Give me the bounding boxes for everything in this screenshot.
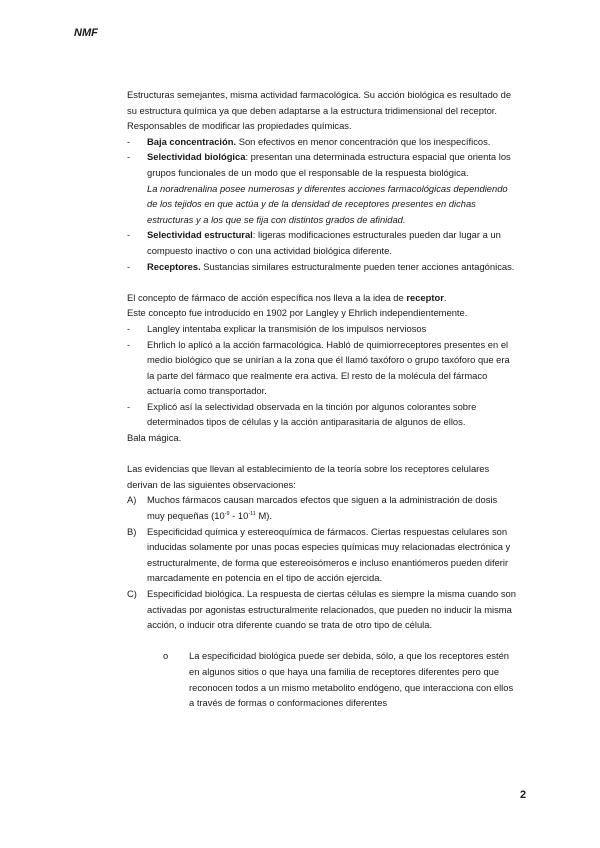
- evidence-text: Muchos fármacos causan marcados efectos que siguen a la administración de dosis muy pequeñas (10: [147, 494, 498, 522]
- concept-line-1-prefix: El concepto de fármaco de acción específica nos lleva a la idea de: [127, 291, 407, 303]
- dash-marker: -: [127, 400, 131, 412]
- concept-item-text: Explicó así la selectividad observada en la tinción por algunos colorantes sobre determinados tipos de células y la acción antiparasitaria de algunos de ellos.: [147, 400, 477, 428]
- evidence-text: Especificidad química y estereoquímica de fármacos. Ciertas respuestas celulares son inducidas solamente por unas pocas especies químicas muy relacionadas electrónica y estructuralmente, de forma que estereoisómeros e incluso enantiómeros pueden diferir marcadamente en potencia en el tipo de acción ejercida.: [147, 525, 511, 584]
- document-body: [127, 87, 517, 711]
- dash-marker: -: [127, 151, 131, 163]
- evidence-text: Especificidad biológica. La respuesta de ciertas células es siempre la misma cuando son activadas por agonistas estructuralmente relacionados, que pueden no inducir la misma acción, o inducir otra diferente cuando se trata de otro tipo de célula.: [147, 588, 516, 631]
- evidence-text-mid: - 10: [229, 510, 249, 522]
- intro-paragraph: Estructuras semejantes, misma actividad farmacológica. Su acción biológica es resultado de su estructura química ya que deben adaptarse a la estructura tridimensional del receptor.: [127, 89, 512, 116]
- dash-marker: -: [127, 260, 131, 272]
- evidence-text-end: M).: [255, 510, 273, 522]
- dash-marker: -: [127, 135, 131, 147]
- bullet-text: La especificidad biológica puede ser debida, sólo, a que los receptores estén en algunos sitios o que haya una familia de receptores diferentes pero que reconocen todos a un mismo metabolito endógeno, que interacciona con ellos a través de formas o conformaciones diferentes: [189, 650, 514, 709]
- page-number: 2: [520, 789, 527, 801]
- property-text: Sustancias similares estructuralmente pueden tener acciones antagónicas.: [200, 260, 515, 272]
- exponent: -11: [248, 511, 256, 518]
- header-mark: NMF: [74, 27, 98, 39]
- exponent: -9: [224, 511, 230, 518]
- dash-marker: -: [127, 322, 131, 334]
- concept-line-1: [127, 290, 517, 306]
- property-text: : ligeras modificaciones estructurales pueden dar lugar a un compuesto inactivo o con una actividad biológica diferente.: [147, 229, 501, 256]
- evidence-marker: C): [127, 588, 137, 599]
- dash-marker: -: [127, 338, 131, 350]
- concept-line-2: Este concepto fue introducido en 1902 por Langley y Ehrlich independientemente.: [127, 307, 468, 319]
- bullet-marker: o: [163, 650, 169, 662]
- noradrenaline-note: La noradrenalina posee numerosas y diferentes acciones farmacológicas dependiendo de los tejidos en que actúa y de la densidad de receptores presentes en dichas estructuras y a los que se fija con distintos grados de afinidad.: [147, 182, 508, 225]
- property-term: Baja concentración.: [147, 135, 237, 147]
- property-item: [127, 259, 517, 275]
- concept-closing: Bala mágica.: [127, 432, 182, 444]
- property-item: [127, 149, 517, 180]
- evidence-marker: A): [127, 494, 137, 506]
- specificity-bullet: [127, 648, 517, 710]
- concept-item: [127, 321, 517, 337]
- evidence-intro: Las evidencias que llevan al establecimiento de la teoría sobre los receptores celulares derivan de las siguientes observaciones:: [127, 463, 490, 490]
- evidence-item: [127, 586, 517, 633]
- evidence-item: [127, 492, 517, 523]
- concept-line-1-suffix: .: [443, 291, 447, 303]
- concept-item-text: Ehrlich lo aplicó a la acción farmacológica. Habló de quimiorreceptores presentes en el medio biológico que se unirían a la zona que él llamó taxóforo o grupo taxóforo que era la parte del fármaco que realmente era activa. El resto de la molécula del fármaco actuaría como transportador.: [147, 338, 510, 397]
- evidence-marker: B): [127, 525, 137, 537]
- concept-item: [127, 399, 517, 430]
- property-item: [127, 227, 517, 258]
- dash-marker: -: [127, 229, 131, 241]
- concept-item: [127, 337, 517, 399]
- property-text: : presentan una determinada estructura espacial que orienta los grupos funcionales de un modo que el responsable de la respuesta biológica.: [147, 151, 511, 178]
- property-term: Receptores.: [147, 260, 201, 272]
- property-text: Son efectivos en menor concentración que los inespecíficos.: [236, 135, 491, 147]
- property-term: Selectividad estructural: [147, 229, 253, 241]
- receptor-term: receptor: [406, 291, 444, 303]
- property-term: Selectividad biológica: [147, 151, 246, 163]
- evidence-item: [127, 524, 517, 586]
- property-item: [127, 134, 517, 150]
- intro-lead: Responsables de modificar las propiedades químicas.: [127, 120, 352, 132]
- concept-item-text: Langley intentaba explicar la transmisión de los impulsos nerviosos: [147, 322, 427, 334]
